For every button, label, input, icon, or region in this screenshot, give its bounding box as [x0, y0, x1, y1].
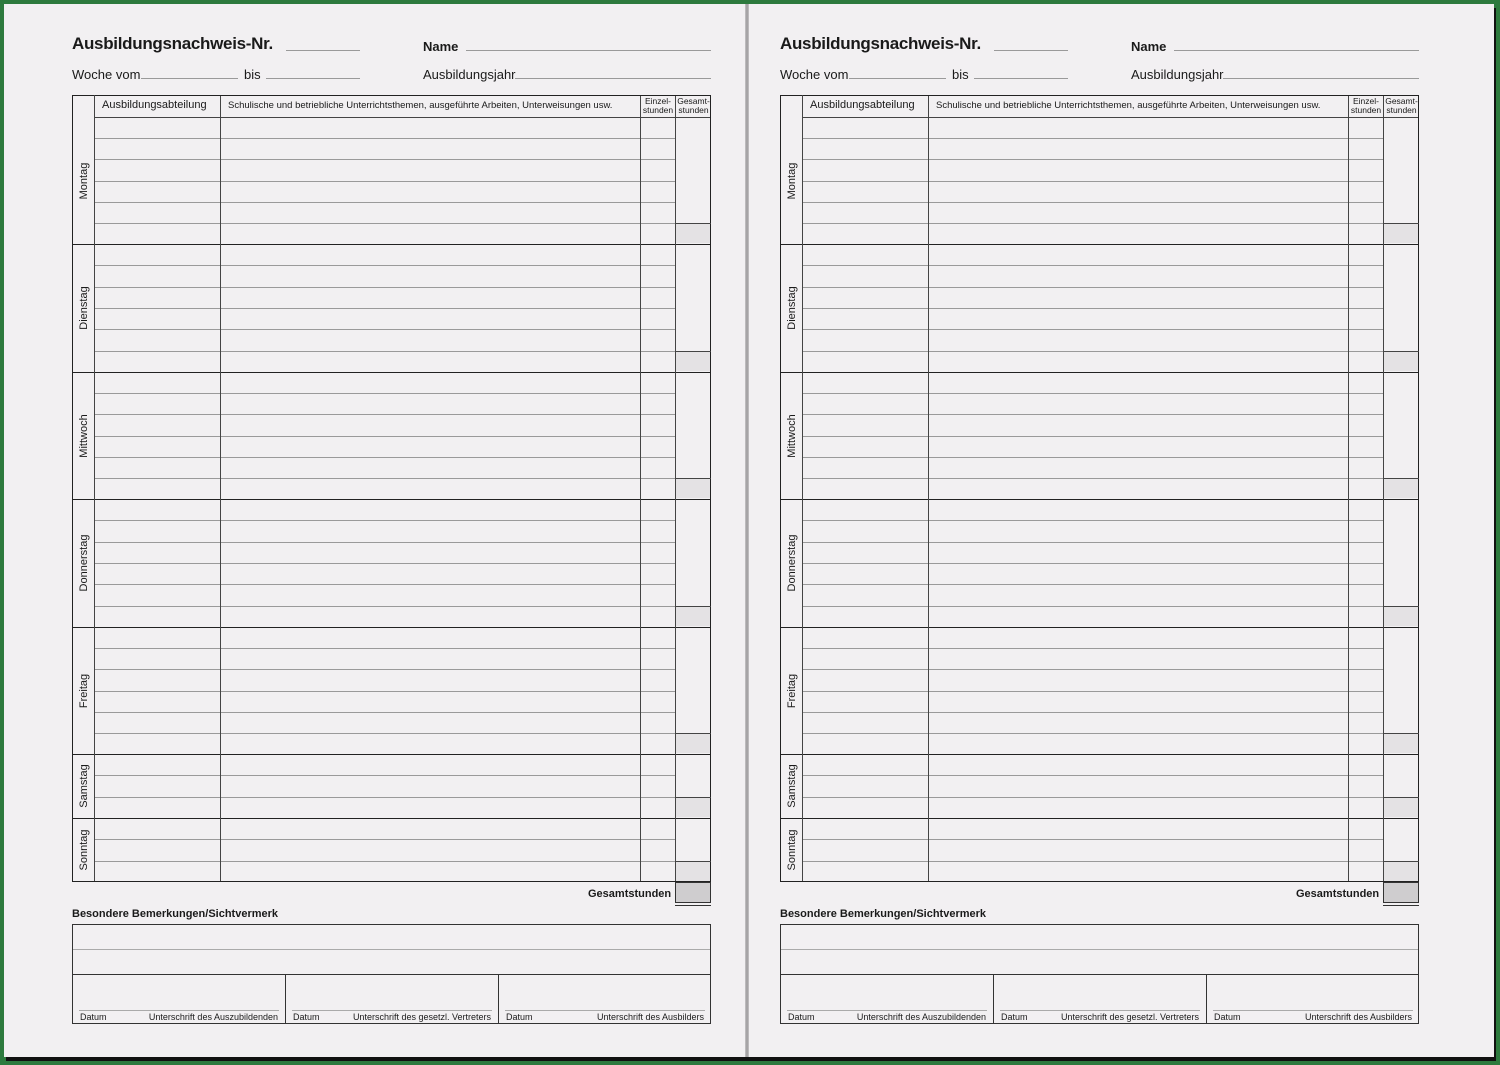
day-divider: [73, 818, 710, 819]
year-field[interactable]: [515, 78, 711, 79]
until-label: bis: [952, 67, 969, 82]
column-header-department: Ausbildungsabteilung: [810, 99, 915, 111]
entry-row-line[interactable]: [94, 457, 675, 458]
signature-role-label: Unterschrift des Auszubildenden: [856, 1012, 986, 1022]
entry-row-line[interactable]: [94, 287, 675, 288]
signature-date-label: Datum: [1214, 1012, 1241, 1022]
signature-line[interactable]: [505, 1010, 705, 1011]
day-divider: [73, 754, 710, 755]
entry-row-line[interactable]: [94, 733, 675, 734]
signature-separator: [498, 974, 499, 1024]
entry-row-line[interactable]: [94, 202, 675, 203]
entry-row-line[interactable]: [94, 351, 675, 352]
entry-row-line[interactable]: [802, 393, 1383, 394]
column-divider: [928, 96, 929, 881]
entry-row-line[interactable]: [802, 691, 1383, 692]
signature-line[interactable]: [787, 1010, 987, 1011]
daily-total-field[interactable]: [676, 862, 710, 881]
signature-role-label: Unterschrift des Ausbilders: [596, 1012, 704, 1022]
entry-row-line[interactable]: [802, 839, 1383, 840]
year-field[interactable]: [1223, 78, 1419, 79]
column-header-line: stunden: [1350, 105, 1382, 115]
column-divider: [802, 95, 803, 881]
day-label-dienstag: Dienstag: [786, 286, 798, 330]
signature-line[interactable]: [1213, 1010, 1413, 1011]
column-header-line: Einzel-: [645, 96, 671, 106]
entry-row-line[interactable]: [94, 520, 675, 521]
daily-total-field[interactable]: [676, 607, 710, 626]
entry-row-line[interactable]: [802, 287, 1383, 288]
entry-row-line[interactable]: [94, 797, 675, 798]
column-header-line: stunden: [1386, 105, 1417, 115]
column-divider: [675, 96, 676, 881]
entry-row-line[interactable]: [802, 520, 1383, 521]
entry-row-line[interactable]: [802, 329, 1383, 330]
entry-row-line[interactable]: [94, 691, 675, 692]
signature-date-label: Datum: [506, 1012, 533, 1022]
form-page-left: [4, 4, 744, 1057]
form-spread: [4, 4, 1494, 1057]
column-header-line: Gesamt-: [1385, 96, 1418, 106]
entry-row-line[interactable]: [94, 159, 675, 160]
day-label-montag: Montag: [786, 162, 798, 199]
signature-role-label: Unterschrift des gesetzl. Vertreters: [1060, 1012, 1199, 1022]
column-header-line: stunden: [642, 105, 674, 115]
signature-line[interactable]: [79, 1010, 279, 1011]
entry-row-line[interactable]: [94, 563, 675, 564]
total-hours-field[interactable]: [1383, 882, 1419, 903]
entry-row-line[interactable]: [94, 712, 675, 713]
entry-row-line[interactable]: [802, 414, 1383, 415]
total-hours-field[interactable]: [675, 882, 711, 903]
day-divider: [781, 372, 1418, 373]
day-label-mittwoch: Mittwoch: [78, 413, 90, 458]
entry-row-line[interactable]: [94, 223, 675, 224]
day-label-dienstag: Dienstag: [78, 286, 90, 330]
entry-row-line[interactable]: [94, 648, 675, 649]
form-title: Ausbildungsnachweis-Nr.: [780, 34, 981, 53]
entry-row-line[interactable]: [802, 563, 1383, 564]
column-header-line: stunden: [678, 105, 709, 115]
entry-row-line[interactable]: [94, 542, 675, 543]
day-label-mittwoch: Mittwoch: [786, 413, 798, 458]
entry-row-line[interactable]: [94, 414, 675, 415]
entry-row-line[interactable]: [94, 584, 675, 585]
week-from-field[interactable]: [141, 78, 238, 79]
remarks-box: [780, 924, 1419, 1024]
column-header-total-hours: [676, 97, 711, 115]
column-header-topics: Schulische und betriebliche Unterrichtsthemen, ausgeführte Arbeiten, Unterweisungen usw.: [228, 100, 613, 111]
total-hours-label: Gesamtstunden: [1296, 888, 1380, 900]
entry-row-line[interactable]: [802, 478, 1383, 479]
entry-row-line[interactable]: [802, 775, 1383, 776]
entry-row-line[interactable]: [94, 265, 675, 266]
entry-row-line[interactable]: [802, 202, 1383, 203]
entry-row-line[interactable]: [94, 478, 675, 479]
entry-row-line[interactable]: [94, 606, 675, 607]
daily-total-field[interactable]: [676, 352, 710, 371]
entry-row-line[interactable]: [802, 712, 1383, 713]
daily-total-field[interactable]: [1384, 479, 1418, 498]
remarks-box: [72, 924, 711, 1024]
day-label-sonntag: Sonntag: [786, 829, 798, 871]
entry-row-line[interactable]: [802, 797, 1383, 798]
week-table: [780, 95, 1419, 882]
entry-row-line[interactable]: [94, 436, 675, 437]
day-divider: [781, 627, 1418, 628]
entry-row-line[interactable]: [802, 457, 1383, 458]
total-hours-underline: [1383, 905, 1419, 906]
column-header-single-hours: [641, 97, 675, 115]
entry-row-line[interactable]: [802, 265, 1383, 266]
week-until-field[interactable]: [266, 78, 360, 79]
week-from-field[interactable]: [849, 78, 946, 79]
remarks-divider: [73, 974, 710, 975]
remarks-line[interactable]: [781, 949, 1418, 950]
year-label: Ausbildungsjahr: [423, 67, 516, 82]
total-hours-label: Gesamtstunden: [588, 888, 672, 900]
signature-role-label: Unterschrift des gesetzl. Vertreters: [352, 1012, 491, 1022]
column-header-line: Gesamt-: [677, 96, 710, 106]
entry-row-line[interactable]: [94, 138, 675, 139]
column-header-total-hours: [1384, 97, 1419, 115]
column-divider: [94, 95, 95, 881]
signature-line[interactable]: [292, 1010, 492, 1011]
header-divider: [802, 117, 1418, 118]
entry-row-line[interactable]: [802, 606, 1383, 607]
entry-row-line[interactable]: [94, 308, 675, 309]
day-label-donnerstag: Donnerstag: [786, 534, 798, 592]
day-divider: [781, 818, 1418, 819]
entry-row-line[interactable]: [94, 329, 675, 330]
entry-row-line[interactable]: [802, 159, 1383, 160]
day-divider: [781, 499, 1418, 500]
day-label-donnerstag: Donnerstag: [78, 534, 90, 592]
column-header-single-hours: [1349, 97, 1383, 115]
column-divider: [220, 96, 221, 881]
year-label: Ausbildungsjahr: [1131, 67, 1224, 82]
week-from-label: Woche vom: [780, 67, 849, 82]
daily-total-field[interactable]: [676, 798, 710, 817]
signature-line[interactable]: [1000, 1010, 1200, 1011]
signature-date-label: Datum: [80, 1012, 107, 1022]
entry-row-line[interactable]: [94, 393, 675, 394]
column-divider: [1348, 96, 1349, 881]
name-field[interactable]: [466, 50, 711, 51]
column-header-topics: Schulische und betriebliche Unterrichtsthemen, ausgeführte Arbeiten, Unterweisungen usw.: [936, 100, 1321, 111]
signature-separator: [993, 974, 994, 1024]
day-label-samstag: Samstag: [786, 764, 798, 808]
entry-row-line[interactable]: [94, 861, 675, 862]
entry-row-line[interactable]: [802, 733, 1383, 734]
entry-row-line[interactable]: [94, 775, 675, 776]
daily-total-field[interactable]: [676, 734, 710, 753]
number-field[interactable]: [994, 50, 1068, 51]
name-label: Name: [1131, 39, 1167, 54]
week-until-field[interactable]: [974, 78, 1068, 79]
daily-total-field[interactable]: [1384, 607, 1418, 626]
form-title: Ausbildungsnachweis-Nr.: [72, 34, 273, 53]
signature-date-label: Datum: [788, 1012, 815, 1022]
entry-row-line[interactable]: [94, 839, 675, 840]
name-field[interactable]: [1174, 50, 1419, 51]
remarks-label: Besondere Bemerkungen/Sichtvermerk: [72, 908, 279, 920]
entry-row-line[interactable]: [802, 138, 1383, 139]
daily-total-field[interactable]: [1384, 224, 1418, 243]
week-from-label: Woche vom: [72, 67, 141, 82]
total-hours-underline: [675, 905, 711, 906]
header-divider: [94, 117, 710, 118]
column-header-department: Ausbildungsabteilung: [102, 99, 207, 111]
entry-row-line[interactable]: [802, 648, 1383, 649]
day-divider: [73, 244, 710, 245]
day-divider: [73, 372, 710, 373]
daily-total-field[interactable]: [1384, 352, 1418, 371]
day-label-montag: Montag: [78, 162, 90, 199]
entry-row-line[interactable]: [802, 861, 1383, 862]
daily-total-field[interactable]: [676, 479, 710, 498]
entry-row-line[interactable]: [94, 181, 675, 182]
remarks-divider: [781, 974, 1418, 975]
column-header-line: Einzel-: [1353, 96, 1379, 106]
signature-separator: [285, 974, 286, 1024]
column-divider: [1383, 96, 1384, 881]
day-divider: [73, 627, 710, 628]
form-page-right: [712, 4, 1452, 1057]
day-divider: [781, 244, 1418, 245]
entry-row-line[interactable]: [802, 223, 1383, 224]
daily-total-field[interactable]: [676, 224, 710, 243]
name-label: Name: [423, 39, 459, 54]
signature-date-label: Datum: [293, 1012, 320, 1022]
signature-role-label: Unterschrift des Ausbilders: [1304, 1012, 1412, 1022]
column-divider: [640, 96, 641, 881]
remarks-label: Besondere Bemerkungen/Sichtvermerk: [780, 908, 987, 920]
day-divider: [73, 499, 710, 500]
entry-row-line[interactable]: [802, 584, 1383, 585]
day-label-samstag: Samstag: [78, 764, 90, 808]
remarks-line[interactable]: [73, 949, 710, 950]
daily-total-field[interactable]: [1384, 798, 1418, 817]
entry-row-line[interactable]: [802, 181, 1383, 182]
entry-row-line[interactable]: [802, 308, 1383, 309]
day-label-freitag: Freitag: [786, 673, 798, 708]
entry-row-line[interactable]: [94, 669, 675, 670]
entry-row-line[interactable]: [802, 542, 1383, 543]
daily-total-field[interactable]: [1384, 734, 1418, 753]
signature-date-label: Datum: [1001, 1012, 1028, 1022]
week-table: [72, 95, 711, 882]
signature-role-label: Unterschrift des Auszubildenden: [148, 1012, 278, 1022]
signature-separator: [1206, 974, 1207, 1024]
entry-row-line[interactable]: [802, 436, 1383, 437]
entry-row-line[interactable]: [802, 669, 1383, 670]
until-label: bis: [244, 67, 261, 82]
day-label-sonntag: Sonntag: [78, 829, 90, 871]
day-label-freitag: Freitag: [78, 673, 90, 708]
number-field[interactable]: [286, 50, 360, 51]
entry-row-line[interactable]: [802, 351, 1383, 352]
daily-total-field[interactable]: [1384, 862, 1418, 881]
day-divider: [781, 754, 1418, 755]
